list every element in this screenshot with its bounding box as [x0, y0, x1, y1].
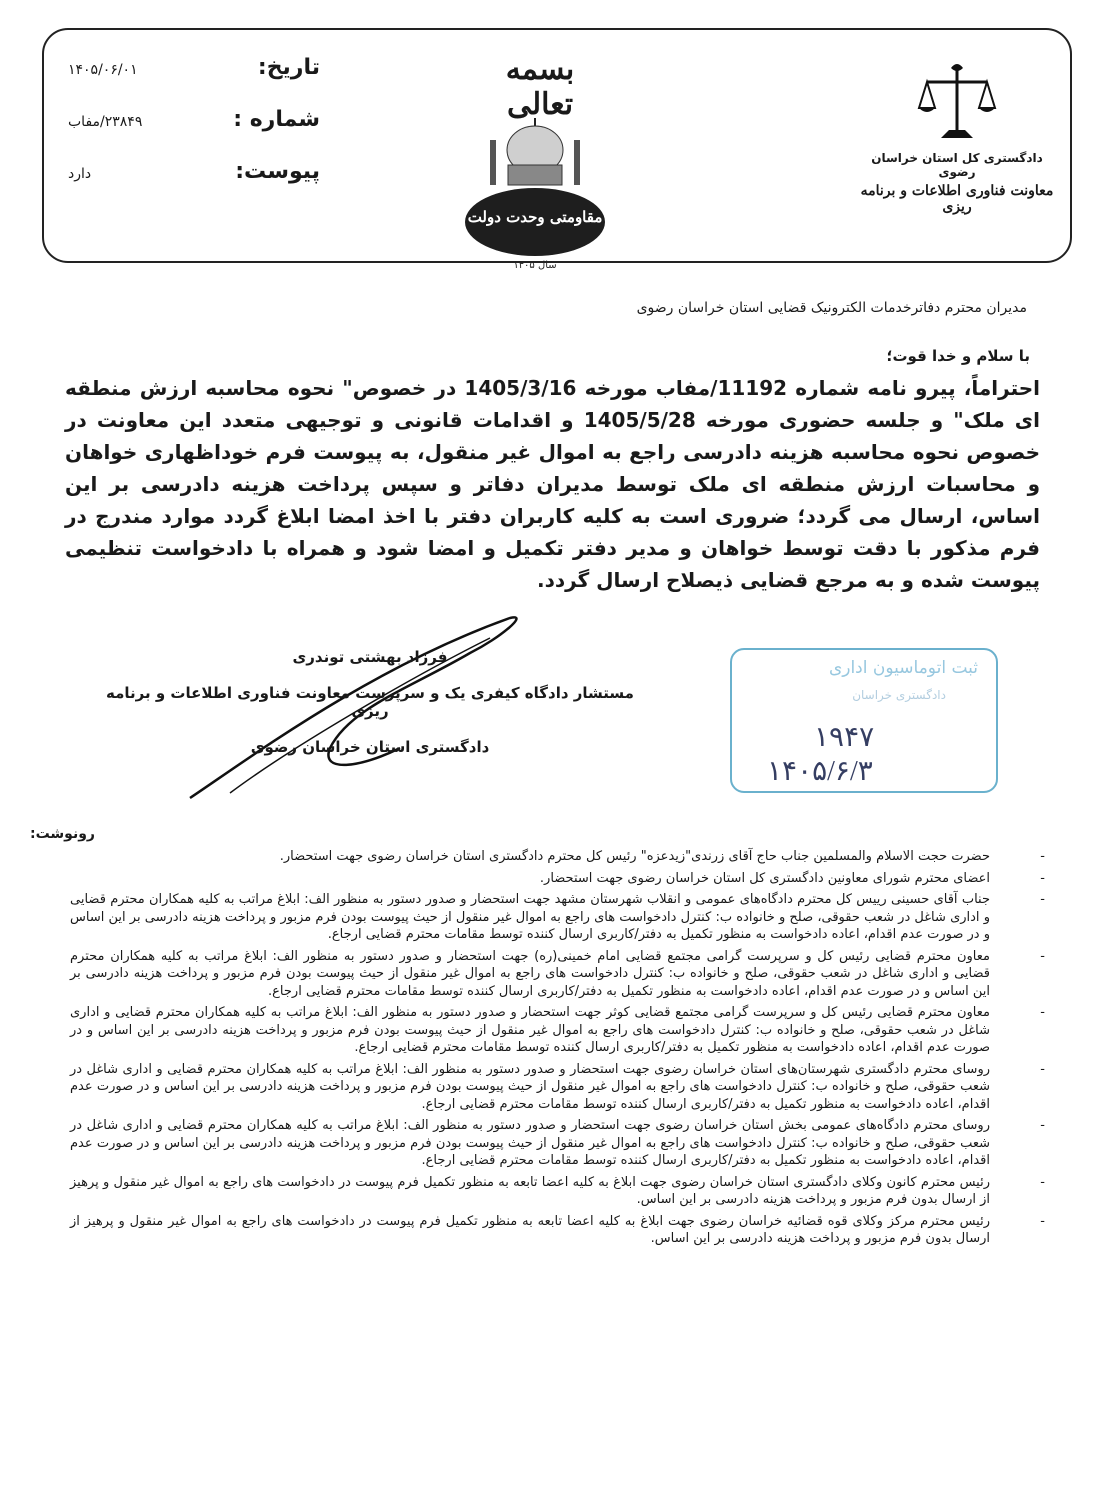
bullet-icon: -: [1040, 849, 1045, 864]
registration-stamp: [730, 648, 998, 793]
attachment-value: دارد: [68, 166, 92, 182]
signer-title: مستشار دادگاه کیفری یک و سرپرست معاونت فناوری اطلاعات و برنامه ریزی: [106, 684, 634, 720]
number-value: ۲۳۸۴۹/مفاب: [68, 114, 143, 130]
stamp-date: ۱۴۰۵/۶/۳: [767, 756, 873, 787]
judiciary-scales-icon: [917, 60, 997, 145]
number-label: شماره :: [233, 107, 320, 132]
slogan-text: اقتصاد مقاومتی وحدت دولت و ملت: [422, 208, 648, 226]
greeting-line: با سلام و خدا قوت؛: [886, 347, 1030, 365]
bullet-icon: -: [1040, 948, 1045, 964]
slogan-year: سال ۱۴۰۵: [513, 260, 557, 271]
slogan-emblem: [422, 110, 648, 275]
number-row: [60, 107, 320, 159]
bullet-icon: -: [1040, 1061, 1045, 1077]
bullet-icon: -: [1040, 1213, 1045, 1229]
stamp-number: ۱۹۴۷: [814, 722, 875, 753]
signer-name: فرزاد بهشتی توندری: [292, 648, 448, 666]
attachment-label: پیوست:: [235, 159, 320, 184]
cc-item: [70, 870, 1045, 888]
cc-item: [70, 1061, 1045, 1114]
bullet-icon: -: [1040, 1118, 1045, 1133]
date-label: تاریخ:: [257, 55, 320, 80]
cc-item: [70, 1117, 1045, 1170]
cc-item: [70, 848, 1045, 866]
cc-item: [70, 891, 1045, 944]
org-name-line1: دادگستری کل استان خراسان رضوی: [871, 151, 1043, 179]
letter-body: احتراماً، پیرو نامه شماره 11192/مفاب مورخه 1405/3/16 در خصوص" نحوه محاسبه ارزش منطقه ای ملک" و جلسه حضوری مورخه 1405/5/28 و اقدامات قانونی و توجیهی متعدد این معاونت در خصوص نحوه محاسبه هزینه دادرسی راجع به اموال غیر منقول، به پیوست فرم خوداظهاری خواهان و محاسبات ارزش منطقه ای ملک توسط مدیران دفاتر و سپس پرداخت هزینه دادرسی بر این اساس، ارسال می گردد؛ ضروری است به کلیه کاربران دفتر با اخذ امضا ابلاغ گردد موارد مندرج در فرم مذکور با دقت توسط خواهان و مدیر دفتر تکمیل و امضا شود و همراه با دادخواست تنظیمی پیوست شده و به مرجع قضایی ذیصلاح ارسال گردد.: [65, 376, 1041, 592]
org-name-line2: معاونت فناوری اطلاعات و برنامه ریزی: [860, 183, 1054, 215]
cc-item: [70, 1004, 1045, 1057]
bullet-icon: -: [1040, 892, 1045, 907]
stamp-subtitle: دادگستری خراسان: [852, 688, 946, 702]
cc-item: [70, 948, 1045, 1001]
signature-block: [90, 648, 650, 756]
stamp-title: ثبت اتوماسیون اداری: [828, 658, 978, 678]
date-value: ۱۴۰۵/۰۶/۰۱: [68, 62, 138, 78]
org-logo-block: [852, 60, 1062, 215]
cc-item: [70, 1213, 1045, 1248]
cc-item-text: معاون محترم قضایی رئیس کل و سرپرست گرامی مجتمع قضایی کوثر جهت استحضار و صدور دستور به منظور الف: ابلاغ مراتب به کلیه همکاران محترم قضایی و اداری شاغل در شعب حقوقی، صلح و خانواده ب: کنترل دادخواست های راجع به اموال غیر منقول از حیث پیوست بودن فرم مزبور و پرداخت هزینه دادرسی بر این اساس و در صورت عدم اقدام، اعاده دادخواست به منظور تکمیل به دفتر/کاربری ارسال کننده توسط مقامات محترم قضایی ارجاع.: [70, 1005, 990, 1055]
bullet-icon: -: [1040, 1005, 1045, 1020]
cc-heading: رونوشت:: [30, 826, 95, 842]
bullet-icon: -: [1040, 870, 1045, 886]
cc-list: [70, 848, 1045, 1252]
cc-item-text: رئیس محترم مرکز وکلای قوه قضائیه خراسان رضوی جهت ابلاغ به کلیه اعضا تابعه به منظور تکمیل فرم پیوست در دادخواست های راجع به اموال غیر منقول و پرهیز از ارسال بدون فرم مزبور و پرداخت هزینه دادرسی بر این اساس.: [70, 1213, 990, 1246]
cc-item-text: حضرت حجت الاسلام والمسلمین جناب حاج آقای زرندی"زیدعزه" رئیس کل محترم دادگستری استان خراسان رضوی جهت استحضار.: [279, 849, 990, 864]
attachment-row: [60, 159, 320, 211]
cc-item-text: اعضای محترم شورای معاونین دادگستری کل استان خراسان رضوی جهت استحضار.: [539, 870, 990, 886]
cc-item-text: روسای محترم دادگاه‌های عمومی بخش استان خراسان رضوی جهت استحضار و صدور دستور به منظور الف: ابلاغ مراتب به کلیه همکاران محترم قضایی و اداری شاغل در شعب حقوقی، صلح و خانواده ب: کنترل دادخواست های راجع به اموال غیر منقول از حیث پیوست بودن فرم مزبور و پرداخت هزینه دادرسی بر این اساس و در صورت عدم اقدام، اعاده دادخواست به منظور تکمیل به دفتر/کاربری ارسال کننده توسط مقامات محترم قضایی ارجاع.: [70, 1118, 990, 1168]
bullet-icon: -: [1040, 1174, 1045, 1190]
shrine-dome-icon: [490, 118, 580, 185]
letter-meta: [60, 55, 320, 211]
cc-item-text: روسای محترم دادگستری شهرستان‌های استان خراسان رضوی جهت استحضار و صدور دستور به منظور الف: ابلاغ مراتب به کلیه همکاران محترم قضایی و اداری شاغل در شعب حقوقی، صلح و خانواده ب: کنترل دادخواست های راجع به اموال غیر منقول از حیث پیوست بودن فرم مزبور و پرداخت هزینه دادرسی بر این اساس و در صورت عدم اقدام، اعاده دادخواست به منظور تکمیل به دفتر/کاربری ارسال کننده توسط مقامات محترم قضایی ارجاع.: [70, 1061, 990, 1112]
cc-item: [70, 1174, 1045, 1209]
cc-item-text: رئیس محترم کانون وکلای دادگستری استان خراسان رضوی جهت ابلاغ به کلیه اعضا تابعه به منظور تکمیل فرم پیوست در دادخواست های راجع به اموال غیر منقول و پرهیز از ارسال بدون فرم مزبور و پرداخت هزینه دادرسی بر این اساس.: [70, 1174, 990, 1207]
recipient-line: مدیران محترم دفاترخدمات الکترونیک قضایی استان خراسان رضوی: [636, 300, 1027, 316]
cc-item-text: جناب آقای حسینی رییس کل محترم دادگاه‌های عمومی و انقلاب شهرستان مشهد جهت استحضار و صدور دستور به منظور الف: ابلاغ مراتب به کلیه همکاران محترم قضایی و اداری شاغل در شعب حقوقی، صلح و خانواده ب: کنترل دادخواست های راجع به اموال غیر منقول از حیث پیوست بودن فرم مزبور و پرداخت هزینه دادرسی بر این اساس و در صورت عدم اقدام، اعاده دادخواست به منظور تکمیل به دفتر/کاربری ارسال کننده توسط مقامات محترم قضایی ارجاع.: [70, 892, 990, 942]
basmala-heading: بسمه تعالی: [505, 52, 575, 122]
date-row: [60, 55, 320, 107]
cc-item-text: معاون محترم قضایی رئیس کل و سرپرست گرامی مجتمع قضایی امام خمینی(ره) جهت استحضار و صدور دستور به منظور الف: ابلاغ مراتب به کلیه همکاران محترم قضایی و اداری شاغل در شعب حقوقی، صلح و خانواده ب: کنترل دادخواست های راجع به اموال غیر منقول از حیث پیوست بودن فرم مزبور و پرداخت هزینه دادرسی بر این اساس و در صورت عدم اقدام، اعاده دادخواست به منظور تکمیل به دفتر/کاربری ارسال کننده توسط مقامات محترم قضایی ارجاع.: [70, 948, 990, 999]
signer-org: دادگستری استان خراسان رضوی: [250, 738, 490, 756]
